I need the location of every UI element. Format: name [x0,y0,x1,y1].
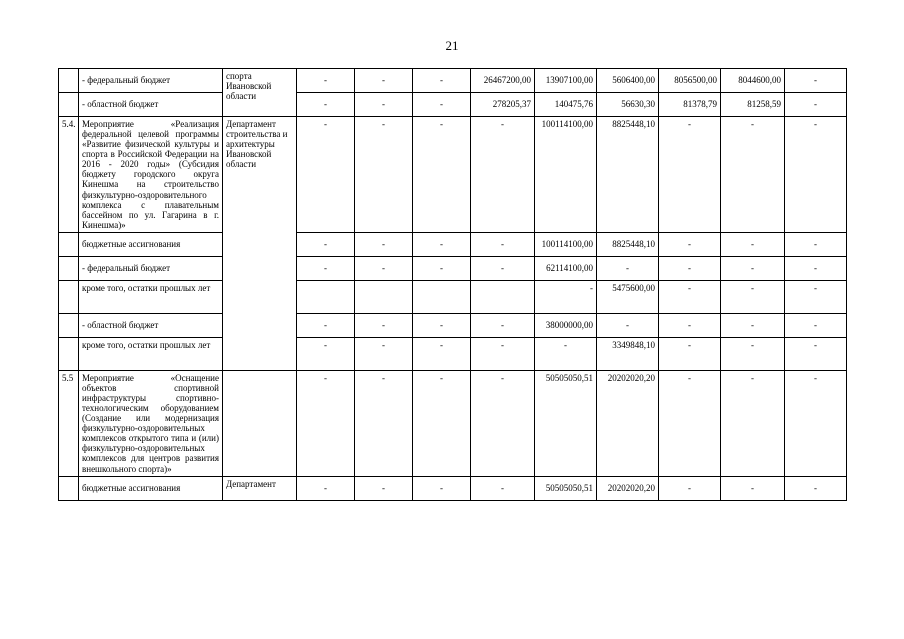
value-cell: - [785,232,847,256]
page-number: 21 [445,38,459,53]
value-cell: - [413,313,471,337]
value-cell: - [785,117,847,233]
table-row [59,370,847,476]
row-number [59,337,79,370]
value-cell: - [471,337,535,370]
value-cell: - [659,256,721,280]
row-number [59,256,79,280]
value-cell: - [785,69,847,93]
value-cell: - [297,313,355,337]
value-cell: 26467200,00 [471,69,535,93]
value-cell: - [721,370,785,476]
value-cell: 62114100,00 [535,256,597,280]
value-cell: - [355,370,413,476]
value-cell: - [297,232,355,256]
value-cell: - [659,117,721,233]
value-cell: - [297,256,355,280]
table-row [59,93,847,117]
value-cell [355,280,413,313]
value-cell: - [785,313,847,337]
value-cell: - [355,313,413,337]
value-cell: - [355,337,413,370]
value-cell: - [355,93,413,117]
row-name: - областной бюджет [79,313,223,337]
value-cell: - [785,93,847,117]
table-row [59,69,847,93]
row-number [59,232,79,256]
value-cell: - [471,232,535,256]
agency-cell [223,370,297,476]
table-row [59,232,847,256]
value-cell: - [721,476,785,500]
value-cell: - [413,256,471,280]
value-cell: - [355,69,413,93]
value-cell: - [721,117,785,233]
row-name: - федеральный бюджет [79,256,223,280]
value-cell: - [297,370,355,476]
value-cell: - [659,337,721,370]
value-cell: 5606400,00 [597,69,659,93]
value-cell: 5475600,00 [597,280,659,313]
row-number [59,313,79,337]
value-cell: - [413,370,471,476]
row-name: кроме того, остатки прошлых лет [79,337,223,370]
value-cell: - [413,93,471,117]
value-cell: 50505050,51 [535,476,597,500]
value-cell: - [297,337,355,370]
value-cell: - [471,313,535,337]
row-name: - федеральный бюджет [79,69,223,93]
row-number: 5.5 [59,370,79,476]
value-cell: - [535,280,597,313]
value-cell: - [659,280,721,313]
value-cell [297,280,355,313]
value-cell: - [597,256,659,280]
value-cell: 56630,30 [597,93,659,117]
value-cell: - [471,476,535,500]
value-cell: - [721,256,785,280]
row-number [59,69,79,93]
value-cell [413,280,471,313]
value-cell: - [721,280,785,313]
table-row [59,313,847,337]
table-row [59,117,847,233]
row-name: бюджетные ассигнования [79,476,223,500]
value-cell: - [471,117,535,233]
value-cell [471,280,535,313]
row-name: - областной бюджет [79,93,223,117]
value-cell: - [297,69,355,93]
value-cell: - [597,313,659,337]
row-number [59,280,79,313]
agency-cell: Департамент [223,476,297,500]
value-cell: - [785,476,847,500]
value-cell: - [721,313,785,337]
row-number: 5.4. [59,117,79,233]
value-cell: - [413,476,471,500]
value-cell: - [413,69,471,93]
value-cell: - [355,256,413,280]
value-cell: 100114100,00 [535,232,597,256]
value-cell: - [297,93,355,117]
value-cell: - [785,370,847,476]
agency-cell: спорта Ивановской области [223,69,297,117]
value-cell: 8044600,00 [721,69,785,93]
value-cell: 81258,59 [721,93,785,117]
row-name: Мероприятие «Реализация федеральной целевой программы «Развитие физической культуры и спорта в Российской Федерации на 2016 - 2020 годы» (Субсидия бюджету городского округа Кинешма на строительство физкультурно-оздоровительного комплекса с плавательным бассейном по ул. Гагарина в г. Кинешма)» [79,117,223,233]
value-cell: 20202020,20 [597,370,659,476]
row-number [59,476,79,500]
value-cell: 8825448,10 [597,232,659,256]
value-cell: - [659,232,721,256]
value-cell: 38000000,00 [535,313,597,337]
value-cell: - [471,256,535,280]
row-name: бюджетные ассигнования [79,232,223,256]
table-row [59,256,847,280]
value-cell: 140475,76 [535,93,597,117]
value-cell: - [659,313,721,337]
value-cell: - [721,337,785,370]
value-cell: - [413,117,471,233]
value-cell: 20202020,20 [597,476,659,500]
value-cell: - [721,232,785,256]
value-cell: 8825448,10 [597,117,659,233]
budget-table [58,68,847,501]
value-cell: - [355,476,413,500]
value-cell: - [355,117,413,233]
value-cell: - [785,256,847,280]
value-cell: - [355,232,413,256]
table-row [59,280,847,313]
table-row [59,476,847,500]
value-cell: 278205,37 [471,93,535,117]
value-cell: - [535,337,597,370]
value-cell: 8056500,00 [659,69,721,93]
value-cell: 81378,79 [659,93,721,117]
agency-cell: Департамент строительства и архитектуры Ивановской области [223,117,297,371]
row-name: кроме того, остатки прошлых лет [79,280,223,313]
value-cell: - [659,370,721,476]
value-cell: - [297,476,355,500]
value-cell: - [471,370,535,476]
table-row [59,337,847,370]
row-name: Мероприятие «Оснащение объектов спортивной инфраструктуры спортивно-технологическим оборудованием (Создание или модернизация физкультурно-оздоровительных комплексов открытого типа и (или) физкультурно-оздоровительных комплексов для центров развития внешкольного спорта)» [79,370,223,476]
value-cell: - [413,232,471,256]
value-cell: - [785,337,847,370]
value-cell: - [413,337,471,370]
value-cell: - [785,280,847,313]
value-cell: 50505050,51 [535,370,597,476]
value-cell: - [659,476,721,500]
value-cell: 13907100,00 [535,69,597,93]
row-number [59,93,79,117]
value-cell: 100114100,00 [535,117,597,233]
value-cell: 3349848,10 [597,337,659,370]
value-cell: - [297,117,355,233]
